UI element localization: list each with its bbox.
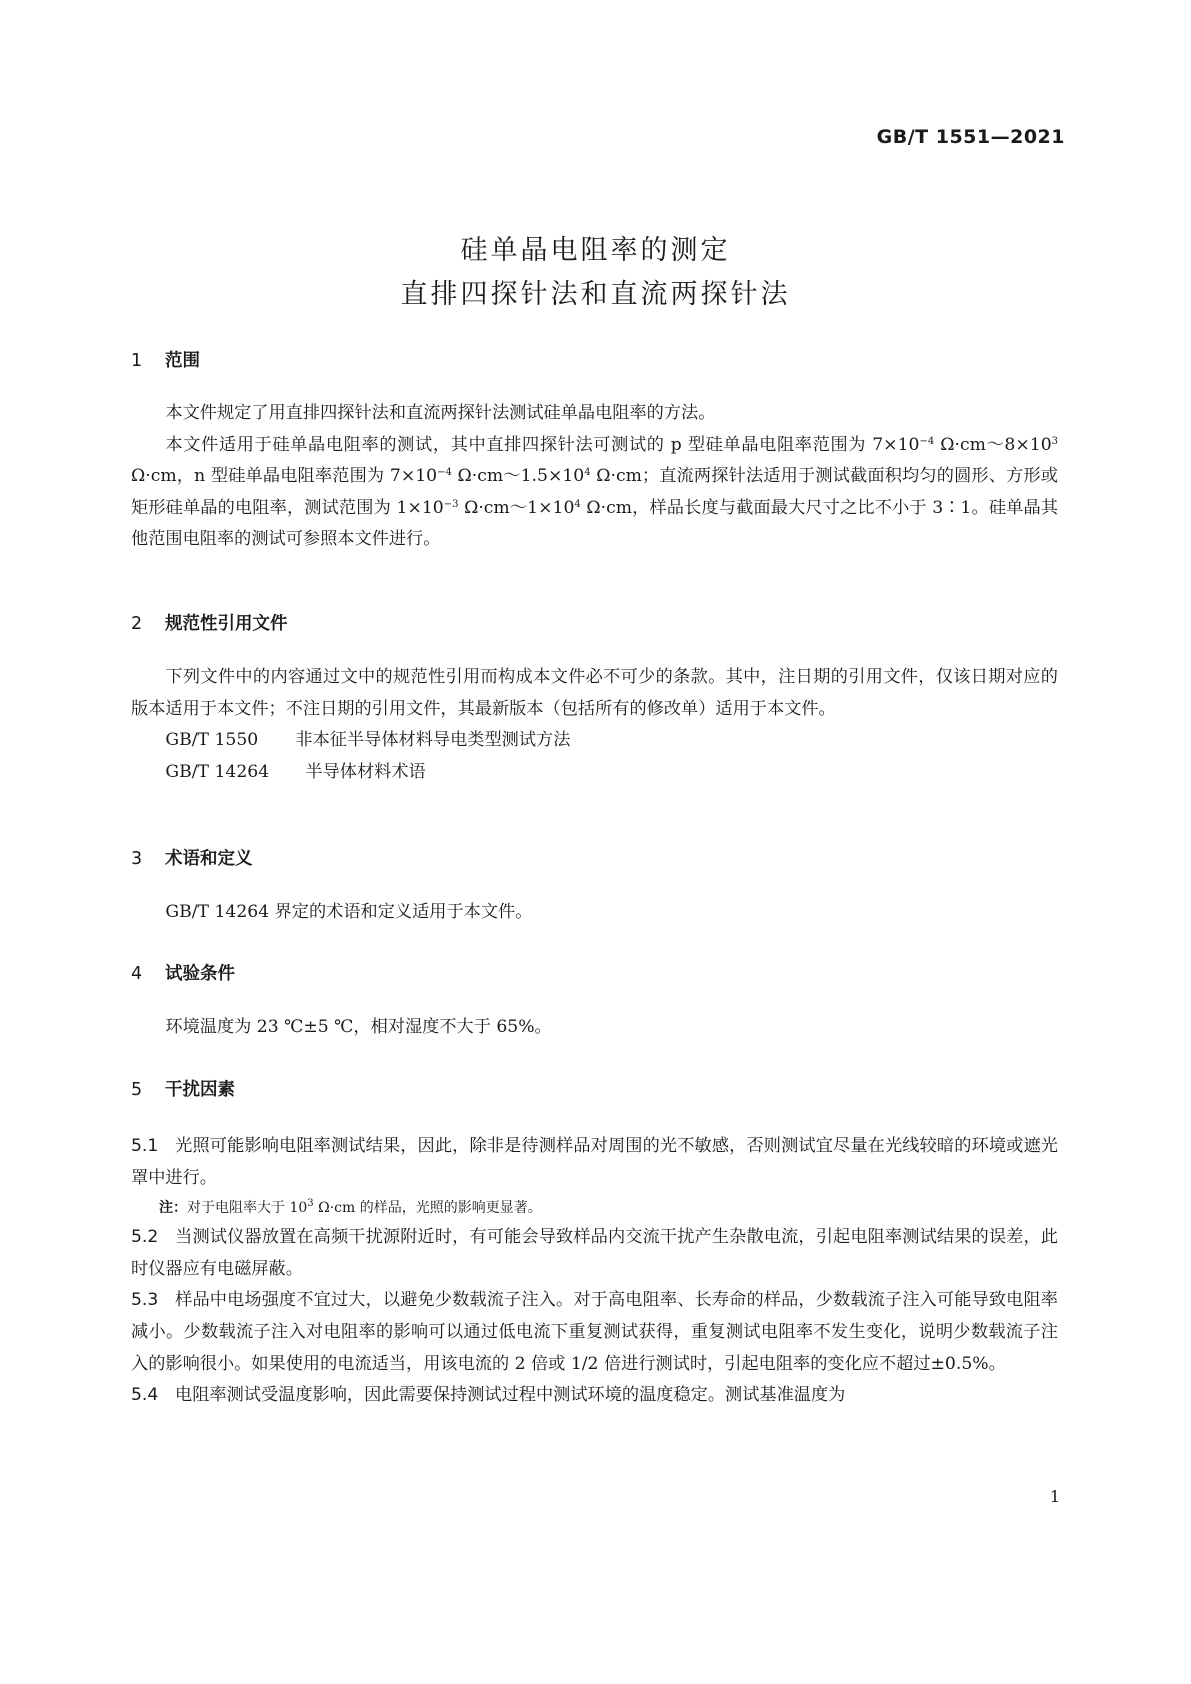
section-heading-interferences xyxy=(131,1076,235,1101)
note-label: 注： xyxy=(159,1200,187,1217)
page-number: 1 xyxy=(1049,1487,1060,1506)
text-run: 本文件适用于硅单晶电阻率的测试，其中直排四探针法可测试的 p 型硅单晶电阻率范围为 7×10 xyxy=(165,434,920,455)
text-run: Ω·cm～1.5×10 xyxy=(451,466,585,487)
section-heading-normative-references xyxy=(131,610,288,635)
clause-text: 电阻率测试受温度影响，因此需要保持测试过程中测试环境的温度稳定。测试基准温度为 xyxy=(175,1385,846,1406)
note-text: 对于电阻率大于 10 xyxy=(187,1200,308,1217)
section-heading-scope xyxy=(131,347,200,372)
superscript: −4 xyxy=(919,435,935,447)
reference-item xyxy=(131,757,1058,789)
section-number: 4 xyxy=(131,964,143,984)
clause-5-1 xyxy=(131,1131,1058,1194)
section-title: 试验条件 xyxy=(165,964,235,984)
clause-5-2 xyxy=(131,1222,1058,1285)
superscript: 4 xyxy=(574,498,581,510)
note-text: Ω·cm 的样品，光照的影响更显著。 xyxy=(313,1200,542,1217)
text-run: Ω·cm；直流两探针法适用于测试截面积均匀的圆形、方形或矩形硅单晶的电阻率，测试范围为 1×10 xyxy=(131,466,1058,518)
text-run: Ω·cm～8×10 xyxy=(934,434,1052,455)
note xyxy=(131,1194,1058,1222)
clause-5-3 xyxy=(131,1285,1058,1380)
paragraph-scope-range xyxy=(131,430,1058,556)
section-number: 3 xyxy=(131,849,143,869)
section-title: 范围 xyxy=(165,351,200,371)
document-title-line2: 直排四探针法和直流两探针法 xyxy=(400,279,791,310)
clause-number: 5.2 xyxy=(131,1227,159,1248)
section-title: 干扰因素 xyxy=(165,1080,235,1100)
superscript: −4 xyxy=(437,467,452,479)
reference-item xyxy=(131,725,1058,757)
paragraph: 环境温度为 23 ℃±5 ℃，相对湿度不大于 65%。 xyxy=(165,1017,552,1037)
clause-number: 5.1 xyxy=(131,1136,159,1156)
section-title: 术语和定义 xyxy=(165,849,253,869)
section-number: 2 xyxy=(131,614,143,634)
clause-text: 光照可能影响电阻率测试结果，因此，除非是待测样品对周围的光不敏感，否则测试宜尽量在光线较暗的环境或遮光罩中进行。 xyxy=(131,1136,1058,1188)
text-run: Ω·cm～1×10 xyxy=(458,497,575,518)
clause-text: 当测试仪器放置在高频干扰源附近时，有可能会导致样品内交流干扰产生杂散电流，引起电阻率测试结果的误差，此时仪器应有电磁屏蔽。 xyxy=(131,1227,1058,1279)
section-body-interferences xyxy=(131,1131,1058,1412)
section-body-terms xyxy=(131,897,1058,929)
section-heading-terms xyxy=(131,845,253,870)
section-heading-test-conditions xyxy=(131,960,235,985)
paragraph: GB/T 14264 界定的术语和定义适用于本文件。 xyxy=(165,902,533,922)
reference-name: 半导体材料术语 xyxy=(305,761,426,782)
text-run: Ω·cm，样品长度与截面最大尺寸之比不小于 3∶1。硅单晶其他范围电阻率的测试可参照本文件进行。 xyxy=(131,497,1059,550)
section-title: 规范性引用文件 xyxy=(165,614,288,634)
document-title-line1: 硅单晶电阻率的测定 xyxy=(460,235,731,266)
section-body-test-conditions xyxy=(131,1012,1058,1044)
section-number: 1 xyxy=(131,351,143,371)
section-body-scope xyxy=(131,398,1058,556)
reference-code: GB/T 1550 xyxy=(165,730,259,751)
superscript: −3 xyxy=(443,498,459,510)
paragraph: 下列文件中的内容通过文中的规范性引用而构成本文件必不可少的条款。其中，注日期的引用文件，仅该日期对应的版本适用于本文件；不注日期的引用文件，其最新版本（包括所有的修改单）适用于本文件。 xyxy=(131,667,1058,719)
clause-number: 5.3 xyxy=(131,1290,159,1311)
standard-number: GB/T 1551—2021 xyxy=(876,126,1065,148)
section-body-normative-references xyxy=(131,662,1058,788)
paragraph: 本文件规定了用直排四探针法和直流两探针法测试硅单晶电阻率的方法。 xyxy=(165,403,716,423)
superscript: 4 xyxy=(584,467,591,479)
clause-text: 样品中电场强度不宜过大，以避免少数载流子注入。对于高电阻率、长寿命的样品，少数载流子注入可能导致电阻率减小。少数载流子注入对电阻率的影响可以通过低电流下重复测试获得，重复测试电阻率不发生变化，说明少数载流子注入的影响很小。如果使用的电流适当，用该电流的 2 倍或 1/2 倍进行测试时，引起电阻率的变化应不超过±0.5%。 xyxy=(131,1290,1058,1374)
section-number: 5 xyxy=(131,1080,143,1100)
superscript: 3 xyxy=(1051,435,1058,447)
clause-number: 5.4 xyxy=(131,1385,159,1406)
superscript: 3 xyxy=(307,1198,314,1210)
reference-code: GB/T 14264 xyxy=(165,761,270,782)
text-run: Ω·cm，n 型硅单晶电阻率范围为 7×10 xyxy=(131,466,438,487)
reference-name: 非本征半导体材料导电类型测试方法 xyxy=(295,730,571,751)
clause-5-4 xyxy=(131,1380,1058,1412)
